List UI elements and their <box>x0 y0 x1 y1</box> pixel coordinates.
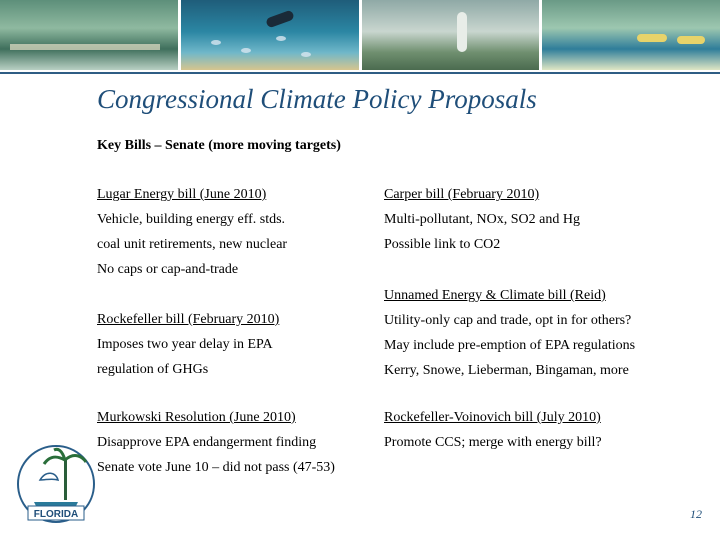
carper-line: Possible link to CO2 <box>384 237 501 252</box>
slide-subtitle: Key Bills – Senate (more moving targets) <box>97 138 341 153</box>
page-number: 12 <box>690 507 702 521</box>
palm-trunk <box>64 460 67 500</box>
rockefeller-line: regulation of GHGs <box>97 362 209 377</box>
unnamed-bill-line: Utility-only cap and trade, opt in for others? <box>384 313 632 328</box>
murkowski-block <box>97 405 335 480</box>
lugar-line: Vehicle, building energy eff. stds. <box>97 212 286 227</box>
carper-line: Multi-pollutant, NOx, SO2 and Hg <box>384 212 580 227</box>
murkowski-line: Senate vote June 10 – did not pass (47-53) <box>97 460 335 475</box>
river-photo <box>0 0 178 70</box>
diver-photo <box>181 0 359 70</box>
page-title: Congressional Climate Policy Proposals <box>97 84 537 114</box>
voinovich-heading: Rockefeller-Voinovich bill (July 2010) <box>384 410 601 425</box>
voinovich-line: Promote CCS; merge with energy bill? <box>384 435 602 450</box>
murkowski-heading: Murkowski Resolution (June 2010) <box>97 410 296 425</box>
logo-label: FLORIDA <box>33 509 79 520</box>
header-rule <box>0 72 720 74</box>
carper-heading: Carper bill (February 2010) <box>384 187 540 202</box>
heron-photo <box>362 0 540 70</box>
rockefeller-block <box>97 307 279 382</box>
photo-banner <box>0 0 720 70</box>
florida-institute-logo <box>14 440 98 532</box>
lugar-heading: Lugar Energy bill (June 2010) <box>97 187 267 202</box>
unnamed-bill-block <box>384 283 635 383</box>
voinovich-block <box>384 405 602 455</box>
lugar-line: No caps or cap-and-trade <box>97 262 239 277</box>
carper-block <box>384 182 580 257</box>
unnamed-bill-line: May include pre-emption of EPA regulations <box>384 338 636 353</box>
unnamed-bill-line: Kerry, Snowe, Lieberman, Bingaman, more <box>384 363 629 378</box>
swimmers-photo <box>542 0 720 70</box>
rockefeller-heading: Rockefeller bill (February 2010) <box>97 312 280 327</box>
lugar-block <box>97 182 287 282</box>
murkowski-line: Disapprove EPA endangerment finding <box>97 435 317 450</box>
lugar-line: coal unit retirements, new nuclear <box>97 237 288 252</box>
bird-icon <box>40 473 58 480</box>
unnamed-bill-heading: Unnamed Energy & Climate bill (Reid) <box>384 288 606 303</box>
rockefeller-line: Imposes two year delay in EPA <box>97 337 273 352</box>
